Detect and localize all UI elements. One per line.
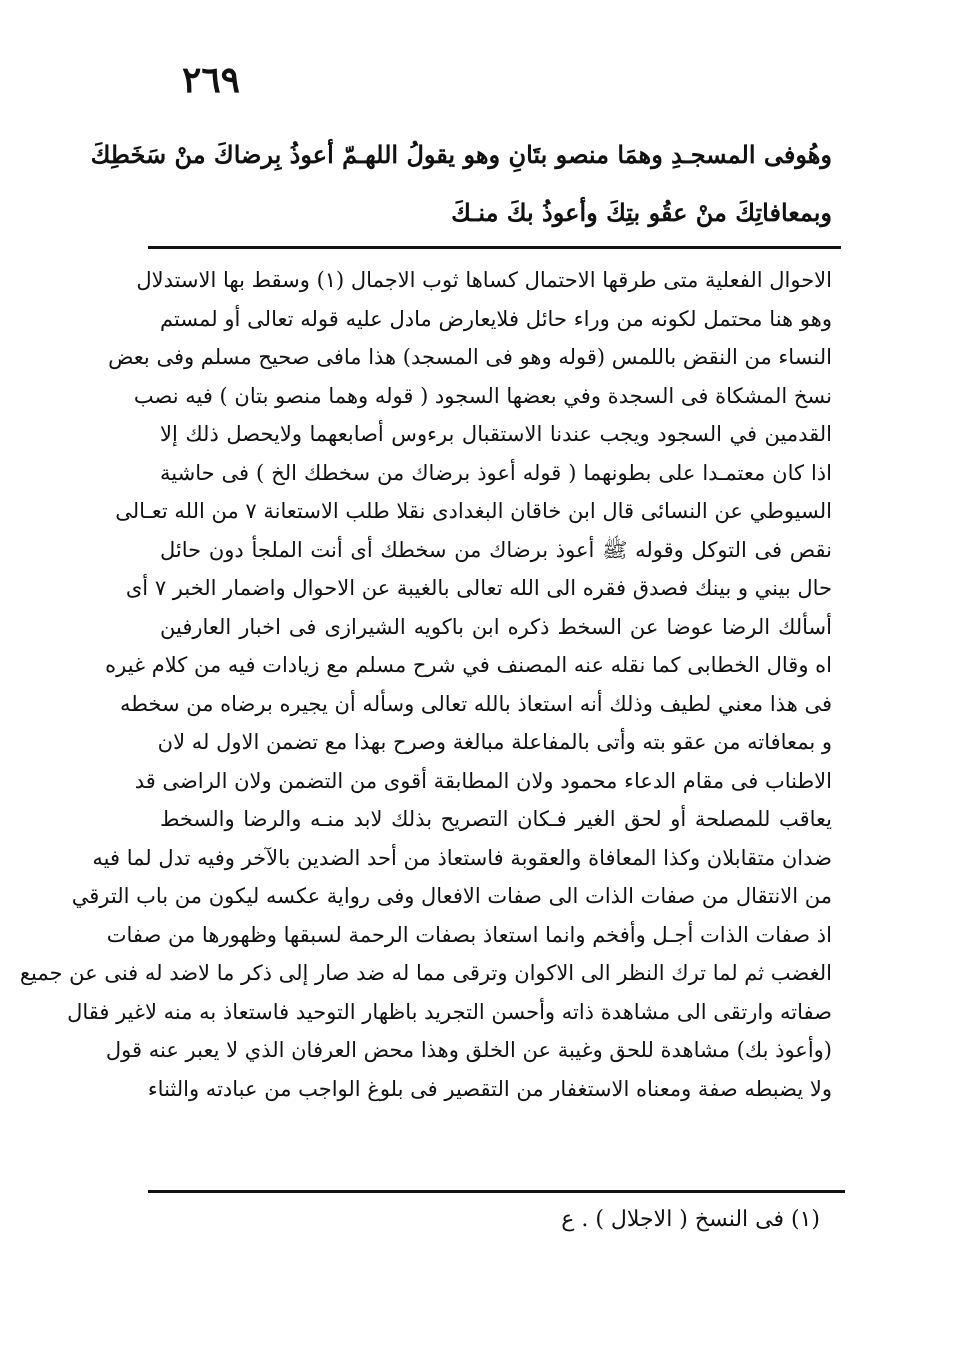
commentary-text [19,261,832,1108]
commentary-line: يعاقب للمصلحة أو لحق الغير فـكان التصريح بذلك لابد منـه والرضا والسخط [160,807,832,831]
commentary-line: السيوطي عن النسائى قال ابن خاقان البغدادى نقلا طلب الاستعانة ٧ من الله تعـالى [115,499,832,523]
commentary-line: اه وقال الخطابى كما نقله عنه المصنف في شرح مسلم مع زيادات فيه من كلام غيره [105,653,832,677]
commentary-line: الاحوال الفعلية متى طرقها الاحتمال كساها ثوب الاجمال (١) وسقط بها الاستدلال [136,268,832,292]
commentary-line: ضدان متقابلان وكذا المعافاة والعقوبة فاستعاذ من أحد الضدين بالآخر وفيه تدل لما فيه [92,845,832,870]
commentary-line: نسخ المشكاة فى السجدة وفي بعضها السجود ( قوله وهما منصو بتان ) فيه نصب [133,383,832,408]
footnote: (١) فى النسخ ( الاجلال ) . ع [561,1207,820,1232]
commentary-line: (وأعوذ بك) مشاهدة للحق وغيبة عن الخلق وهذا محض العرفان الذي لا يعبر عنه قول [105,1038,832,1062]
commentary-line: نقص فى التوكل وقوله ﷺ أعوذ برضاك من سخطك أى أنت الملجأ دون حائل [160,537,832,562]
page-number: ٢٦٩ [182,59,241,101]
commentary-line: النساء من النقض باللمس (قوله وهو فى المسجد) هذا مافى صحيح مسلم وفى بعض [108,345,832,369]
hadith-line: وبمعافاتِكَ منْ عقُو بتِكَ وأعوذُ بكَ منـكَ [451,198,832,227]
commentary-line: و بمعافاته من عقو بته وأتى بالمفاعلة مبالغة وصرح بهذا مع تضمن الاول له لان [157,730,832,754]
commentary-line: اذ صفات الذات أجـل وأفخم وانما استعاذ بصفات الرحمة لسبقها وظهورها من صفات [106,922,832,947]
commentary-line: من الانتقال من صفات الذات الى صفات الافعال وفى رواية عكسه ليكون من باب الترقي [71,884,832,908]
hadith-line: وهُوفى المسجـدِ وهمَا منصو بتَانِ وهو يقولُ اللهـمّ أعوذُ بِرضاكَ منْ سَخَطِكَ [90,140,832,169]
commentary-line: اذا كان معتمـدا على بطونهما ( قوله أعوذ برضاك من سخطك الخ ) فى حاشية [160,460,832,485]
commentary-line: الاطناب فى مقام الدعاء محمود ولان المطابقة أقوى من التضمن ولان الراضى قد [134,768,832,793]
hadith-text [90,126,832,242]
commentary-line: حال بيني و بينك فصدق فقره الى الله تعالى بالغيبة عن الاحوال واضمار الخبر ٧ أى [125,576,832,600]
commentary-line: القدمين في السجود ويجب عندنا الاستقبال برءوس أصابعهما ولايحصل ذلك إلا [160,422,832,446]
commentary-line: فى هذا معني لطيف وذلك أنه استعاذ بالله تعالى وسأله أن يجيره برضاه من سخطه [119,691,832,716]
top-divider [148,246,841,249]
footnote-divider [148,1190,845,1193]
commentary-line: وهو هنا محتمل لكونه من وراء حائل فلايعارض مادل عليه قوله تعالى أو لمستم [160,306,832,331]
commentary-line: ولا يضبطه صفة ومعناه الاستغفار من التقصير فى بلوغ الواجب من عبادته والثناء [147,1076,832,1101]
commentary-line: صفاته وارتقى الى مشاهدة ذاته وأحسن التجريد باظهار التوحيد فاستعاذ به منه لاغير فقال [67,999,832,1024]
commentary-line: الغضب ثم لما ترك النظر الى الاكوان وترقى مما له ضد صار إلى ذكر ما لاضد له فنى عن جميع [19,961,832,985]
commentary-line: أسألك الرضا عوضا عن السخط ذكره ابن باكويه الشيرازى فى اخبار العارفين [160,614,832,639]
